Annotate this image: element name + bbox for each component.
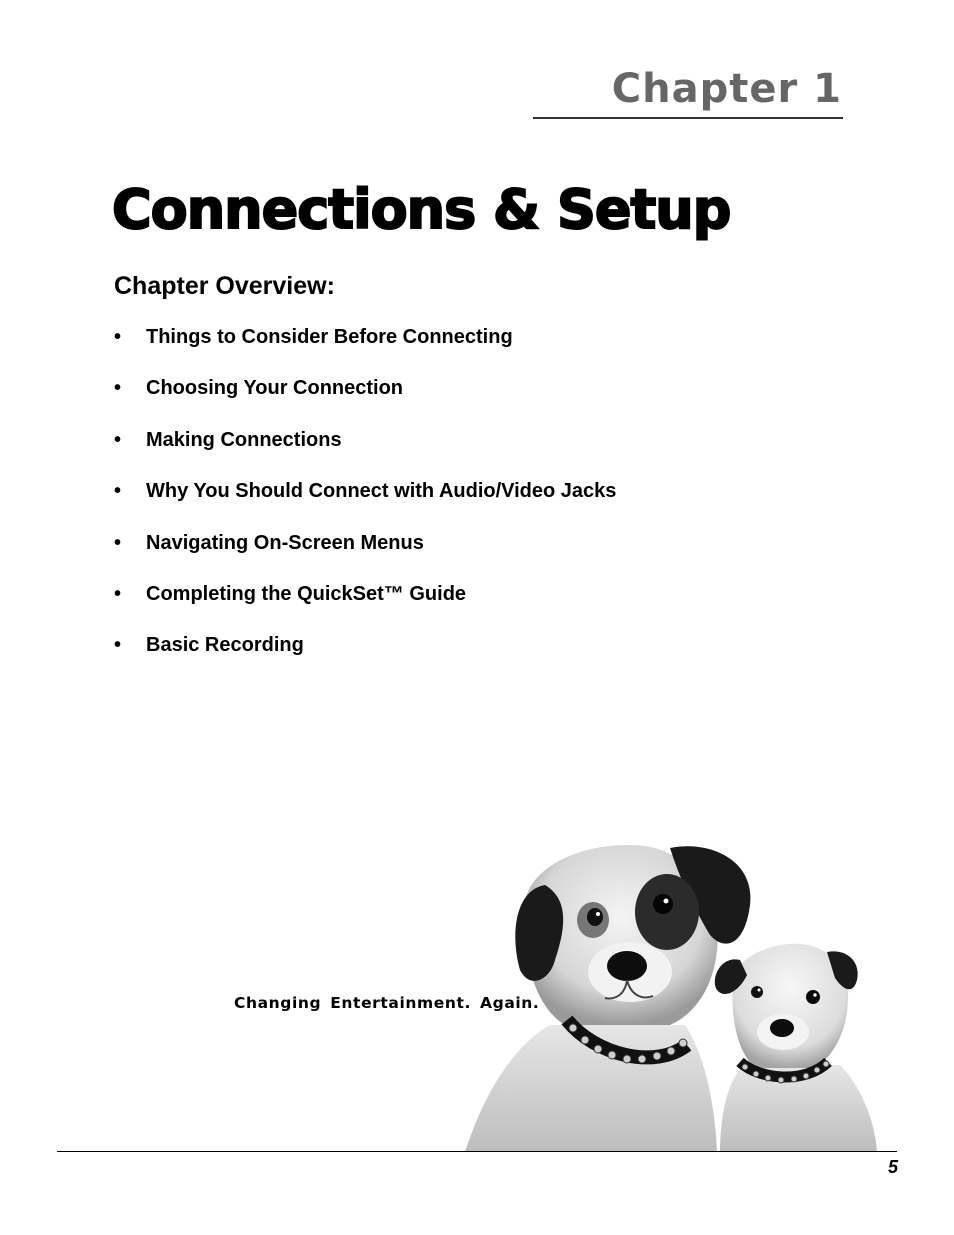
list-item — [114, 583, 616, 634]
list-item — [114, 377, 616, 428]
list-item-text: Why You Should Connect with Audio/Video Jacks — [146, 480, 617, 503]
list-item-text: Things to Consider Before Connecting — [146, 326, 513, 348]
bullet-icon: • — [114, 326, 122, 348]
bullet-icon: • — [114, 428, 122, 451]
chapter-label: Chapter 1 — [611, 66, 842, 112]
bullet-icon: • — [114, 582, 122, 605]
bullet-icon: • — [114, 531, 122, 554]
footer-divider — [57, 1151, 897, 1152]
list-item-text: Basic Recording — [146, 634, 304, 657]
list-item-text: Navigating On-Screen Menus — [146, 531, 424, 554]
list-item-text: Completing the QuickSet™ Guide — [146, 582, 467, 605]
list-item-text: Choosing Your Connection — [146, 377, 404, 400]
list-item — [114, 429, 616, 480]
page-number: 5 — [887, 1157, 898, 1177]
list-item — [114, 532, 616, 583]
list-item — [114, 480, 616, 531]
overview-list — [114, 326, 616, 686]
bullet-icon: • — [114, 634, 122, 657]
small-dog — [715, 944, 877, 1152]
tagline: Changing Entertainment. Again. — [234, 994, 540, 1012]
page-title: Connections & Setup — [112, 178, 731, 241]
list-item-text: Making Connections — [146, 428, 342, 451]
bullet-icon: • — [114, 480, 122, 503]
list-item — [114, 326, 616, 377]
list-item — [114, 634, 616, 685]
bullet-icon: • — [114, 377, 122, 400]
overview-heading: Chapter Overview: — [114, 272, 335, 300]
chapter-divider — [533, 117, 843, 119]
